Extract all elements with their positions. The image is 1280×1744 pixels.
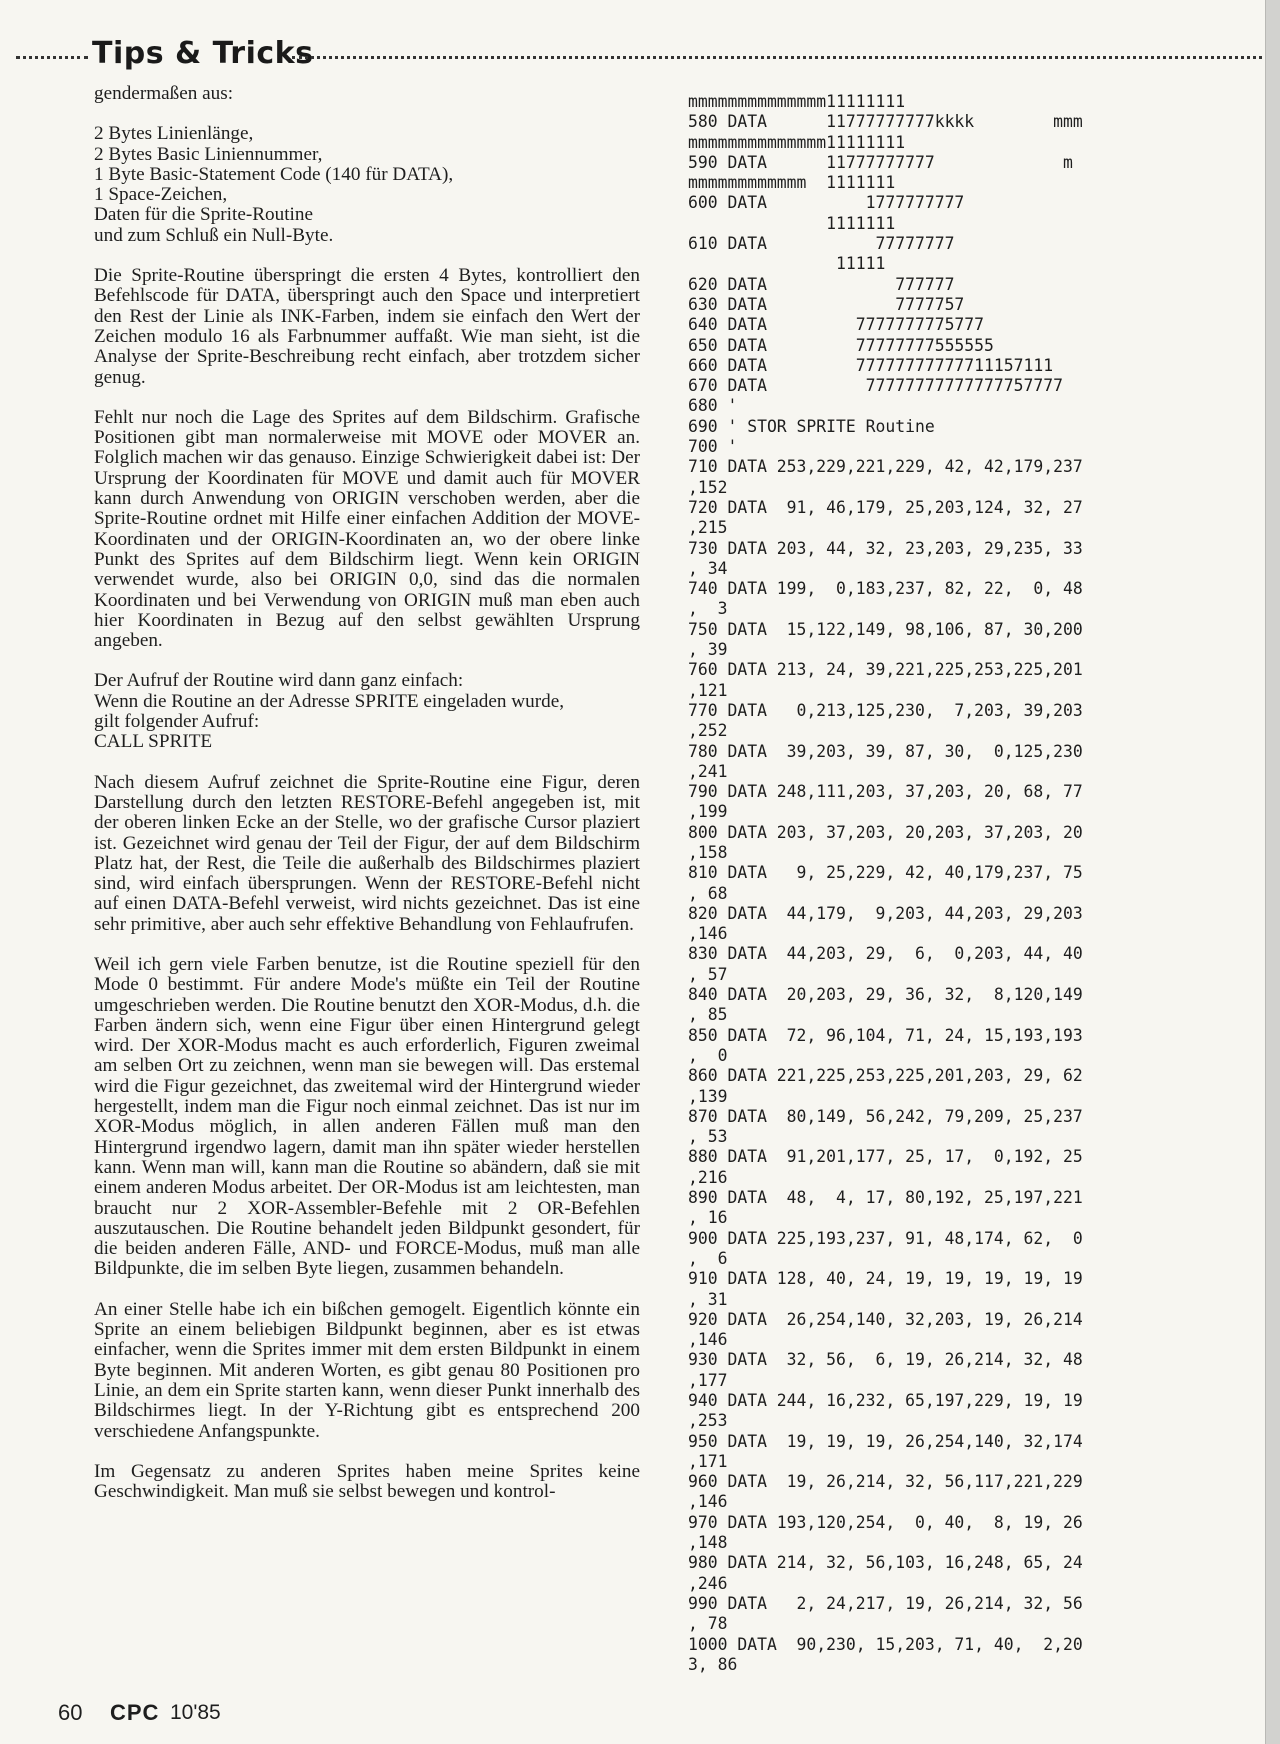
code-line: 860 DATA 221,225,253,225,201,203, 29, 62 [688, 1066, 1083, 1086]
text-line: CALL SPRITE [94, 731, 213, 753]
code-line: 940 DATA 244, 16,232, 65,197,229, 19, 19 [688, 1391, 1083, 1410]
code-line: 880 DATA 91,201,177, 25, 17, 0,192, 25 [688, 1147, 1083, 1167]
code-line: 600 DATA 1777777777 [688, 193, 965, 213]
paragraph [94, 671, 640, 752]
code-line: , 53 [688, 1127, 728, 1147]
text-line: gilt folgender Aufruf: [94, 711, 260, 733]
code-line: , 68 [688, 883, 728, 903]
code-line: ,216 [688, 1167, 728, 1187]
paragraph [94, 84, 640, 104]
code-line: , 31 [688, 1289, 728, 1309]
page-edge [1265, 0, 1280, 1744]
code-line: , 3 [688, 599, 728, 619]
code-line: ,215 [688, 518, 728, 538]
code-line: 650 DATA 77777777555555 [688, 335, 994, 355]
code-line: ,241 [688, 761, 728, 781]
code-line: 690 ' STOR SPRITE Routine [688, 416, 935, 436]
code-line: 910 DATA 128, 40, 24, 19, 19, 19, 19, 19 [688, 1269, 1083, 1289]
code-line: ,246 [688, 1573, 728, 1593]
text-line: 2 Bytes Linienlänge, [94, 123, 254, 145]
code-line: 590 DATA 11777777777 m [688, 152, 1073, 172]
code-line: 620 DATA 777777 [688, 274, 955, 294]
code-line: 680 ' [688, 396, 738, 416]
code-line: 930 DATA 32, 56, 6, 19, 26,214, 32, 48 [688, 1350, 1083, 1370]
code-line: ,171 [688, 1451, 728, 1471]
code-line: 870 DATA 80,149, 56,242, 79,209, 25,237 [688, 1106, 1083, 1126]
code-line: , 57 [688, 964, 728, 984]
code-line: 970 DATA 193,120,254, 0, 40, 8, 19, 26 [688, 1512, 1083, 1532]
code-line: 840 DATA 20,203, 29, 36, 32, 8,120,149 [688, 985, 1083, 1005]
code-line: , 6 [688, 1248, 728, 1268]
page-number: 60 [58, 1700, 83, 1725]
code-line: 3, 86 [688, 1654, 738, 1674]
issue-date: 10'85 [170, 1701, 221, 1724]
code-line: ,177 [688, 1370, 728, 1390]
code-line: ,146 [688, 1330, 728, 1350]
code-line: 640 DATA 7777777775777 [688, 315, 985, 335]
section-title: Tips & Tricks [92, 36, 314, 71]
code-line: ,152 [688, 477, 728, 497]
section-header [0, 34, 1262, 74]
header-dotted-rule-left [16, 56, 88, 63]
paragraph: Weil ich gern viele Farben benutze, ist die Routine speziell für den Mode 0 bestimmt. Für andere Mode's müßte ein Teil der Routine umgeschrieben werden. Die Routine benutzt den XOR-Modus, d.h. die Farben ändern sich, wenn eine Figur über einen Hintergrund gelegt wird. Der XOR-Modus macht es auch erforderlich, Figuren zweimal am selben Ort zu zeichnen, wenn man sie bewegen will. Das erstemal wird die Figur gezeichnet, das zweitemal wird der Hintergrund wieder hergestellt, indem man die Figur noch einmal zeichnet. Das ist nur im XOR-Modus möglich, in allen anderen Fällen muß man den Hintergrund irgendwo lagern, damit man ihn später wieder herstellen kann. Wenn man will, kann man die Routine so abändern, daß sie mit einem anderen Modus arbeitet. Der OR-Modus ist am leichtesten, man braucht nur 2 XOR-Assembler-Befehle mit 2 OR-Befehlen auszutauschen. Die Routine behandelt jeden Bildpunkt gesondert, für die beiden anderen Fälle, AND- und FORCE-Modus, muß man alle Bildpunkte, die im selben Byte liegen, zusammen behandeln. [94, 953, 640, 1280]
code-line: 630 DATA 7777757 [688, 294, 965, 314]
code-line: 580 DATA 11777777777kkkk mmm [688, 112, 1083, 132]
code-line: mmmmmmmmmmmmmm11111111 [688, 132, 906, 152]
code-line: ,252 [688, 721, 728, 741]
code-line: 710 DATA 253,229,221,229, 42, 42,179,237 [688, 457, 1083, 477]
text-line: Wenn die Routine an der Adresse SPRITE eingeladen wurde, [94, 690, 565, 712]
code-line: 950 DATA 19, 19, 19, 26,254,140, 32,174 [688, 1431, 1083, 1451]
text-line: Daten für die Sprite-Routine [94, 204, 313, 226]
magazine-name: CPC [110, 1700, 160, 1725]
text-line: gendermaßen aus: [94, 83, 234, 104]
header-dotted-rule-right [292, 56, 1262, 63]
text-line: 1 Byte Basic-Statement Code (140 für DATA), [94, 163, 454, 185]
code-line: 800 DATA 203, 37,203, 20,203, 37,203, 20 [688, 822, 1083, 842]
code-line: 700 ' [688, 437, 738, 457]
code-line: 1000 DATA 90,230, 15,203, 71, 40, 2,20 [688, 1634, 1083, 1654]
code-line: , 78 [688, 1614, 728, 1634]
code-line: 770 DATA 0,213,125,230, 7,203, 39,203 [688, 700, 1083, 720]
code-line: 810 DATA 9, 25,229, 42, 40,179,237, 75 [688, 863, 1083, 883]
code-line: , 0 [688, 1045, 728, 1065]
text-line: 2 Bytes Basic Liniennummer, [94, 143, 323, 165]
code-line: mmmmmmmmmmmmmm11111111 [688, 92, 906, 111]
basic-listing-column [688, 92, 1188, 1675]
code-line: 660 DATA 77777777777711157111 [688, 355, 1054, 375]
article-text-column [94, 84, 640, 1522]
code-line: 670 DATA 77777777777777757777 [688, 376, 1063, 396]
code-line: 990 DATA 2, 24,217, 19, 26,214, 32, 56 [688, 1593, 1083, 1613]
code-line: mmmmmmmmmmmm 1111111 [688, 173, 896, 193]
text-line: 1 Space-Zeichen, [94, 184, 228, 206]
code-line: 740 DATA 199, 0,183,237, 82, 22, 0, 48 [688, 579, 1083, 599]
code-line: , 34 [688, 558, 728, 578]
paragraph: Nach diesem Aufruf zeichnet die Sprite-Routine eine Figur, deren Darstellung durch den letzten RESTORE-Befehl angegeben ist, mit der oberen linken Ecke an der Stelle, wo der grafische Cursor plaziert ist. Gezeichnet wird genau der Teil der Figur, der auf dem Bildschirm Platz hat, der Rest, die Teile die außerhalb des Bildschirmes plaziert sind, wird einfach übersprungen. Wenn der RESTORE-Befehl nicht auf einen DATA-Befehl verweist, wird nichts gezeichnet. Das ist eine sehr primitive, aber auch sehr effektive Behandlung von Fehlaufrufen. [94, 771, 640, 935]
code-line: 1111111 [688, 213, 896, 233]
paragraph: Fehlt nur noch die Lage des Sprites auf dem Bildschirm. Grafische Positionen gibt man normalerweise mit MOVE oder MOVER an. Folglich machen wir das genauso. Einzige Schwierigkeit dabei ist: Der Ursprung der Koordinaten für MOVE und damit auch für MOVER kann durch Anwendung von ORIGIN verschoben werden, aber die Sprite-Routine ordnet mit Hilfe einer einfachen Addition der MOVE-Koordinaten und der ORIGIN-Koordinaten an, wo der obere linke Punkt des Sprites auf dem Bildschirm liegt. Wenn kein ORIGIN verwendet wurde, also bei ORIGIN 0,0, sind das die normalen Koordinaten und bei Verwendung von ORIGIN muß man eben auch hier Koordinaten in Bezug auf den selbst gewählten Ursprung angeben. [94, 406, 640, 652]
code-line: 830 DATA 44,203, 29, 6, 0,203, 44, 40 [688, 944, 1083, 964]
code-line: 11111 [688, 254, 886, 274]
code-line: 980 DATA 214, 32, 56,103, 16,248, 65, 24 [688, 1553, 1083, 1573]
code-line: ,146 [688, 1492, 728, 1512]
code-line: ,121 [688, 680, 728, 700]
code-line: ,139 [688, 1086, 728, 1106]
code-line: 780 DATA 39,203, 39, 87, 30, 0,125,230 [688, 741, 1083, 761]
code-line: ,253 [688, 1411, 728, 1431]
code-line: ,158 [688, 842, 728, 862]
code-line: 720 DATA 91, 46,179, 25,203,124, 32, 27 [688, 497, 1083, 517]
code-line: 610 DATA 77777777 [688, 234, 955, 254]
code-line: 760 DATA 213, 24, 39,221,225,253,225,201 [688, 660, 1083, 680]
code-line: 820 DATA 44,179, 9,203, 44,203, 29,203 [688, 903, 1083, 923]
code-line: 920 DATA 26,254,140, 32,203, 19, 26,214 [688, 1309, 1083, 1329]
code-line: 900 DATA 225,193,237, 91, 48,174, 62, 0 [688, 1228, 1083, 1248]
code-line: 750 DATA 15,122,149, 98,106, 87, 30,200 [688, 619, 1083, 639]
code-line: , 16 [688, 1208, 728, 1228]
code-line: , 85 [688, 1005, 728, 1025]
paragraph: Im Gegensatz zu anderen Sprites haben meine Sprites keine Geschwindigkeit. Man muß sie selbst bewegen und kontrol- [94, 1460, 640, 1503]
code-line: 890 DATA 48, 4, 17, 80,192, 25,197,221 [688, 1188, 1083, 1208]
text-line: Der Aufruf der Routine wird dann ganz einfach: [94, 670, 464, 692]
code-line: , 39 [688, 640, 728, 660]
code-line: 960 DATA 19, 26,214, 32, 56,117,221,229 [688, 1472, 1083, 1492]
paragraph: Die Sprite-Routine überspringt die ersten 4 Bytes, kontrolliert den Befehlscode für DATA, überspringt auch den Space und interpretiert den Rest der Linie als INK-Farben, indem sie einfach den Wert der Zeichen modulo 16 als Farbnummer auffaßt. Wie man sieht, ist die Analyse der Sprite-Beschreibung recht einfach, aber trotzdem sicher genug. [94, 265, 640, 388]
paragraph [94, 124, 640, 246]
code-line: 730 DATA 203, 44, 32, 23,203, 29,235, 33 [688, 538, 1083, 558]
code-line: ,199 [688, 802, 728, 822]
code-line: 850 DATA 72, 96,104, 71, 24, 15,193,193 [688, 1025, 1083, 1045]
paragraph: An einer Stelle habe ich ein bißchen gemogelt. Eigentlich könnte ein Sprite an einem beliebigen Bildpunkt beginnen, aber es ist etwas einfacher, wenn die Sprites immer mit dem ersten Bildpunkt in einem Byte beginnen. Mit anderen Worten, es gibt genau 80 Positionen pro Linie, an dem ein Sprite starten kann, wenn dieser Punkt innerhalb des Bildschirmes liegt. In der Y-Richtung gibt es entsprechend 200 verschiedene Anfangspunkte. [94, 1298, 640, 1442]
code-line: 790 DATA 248,111,203, 37,203, 20, 68, 77 [688, 782, 1083, 802]
code-line: ,148 [688, 1533, 728, 1553]
text-line: und zum Schluß ein Null-Byte. [94, 224, 334, 246]
code-line: ,146 [688, 924, 728, 944]
